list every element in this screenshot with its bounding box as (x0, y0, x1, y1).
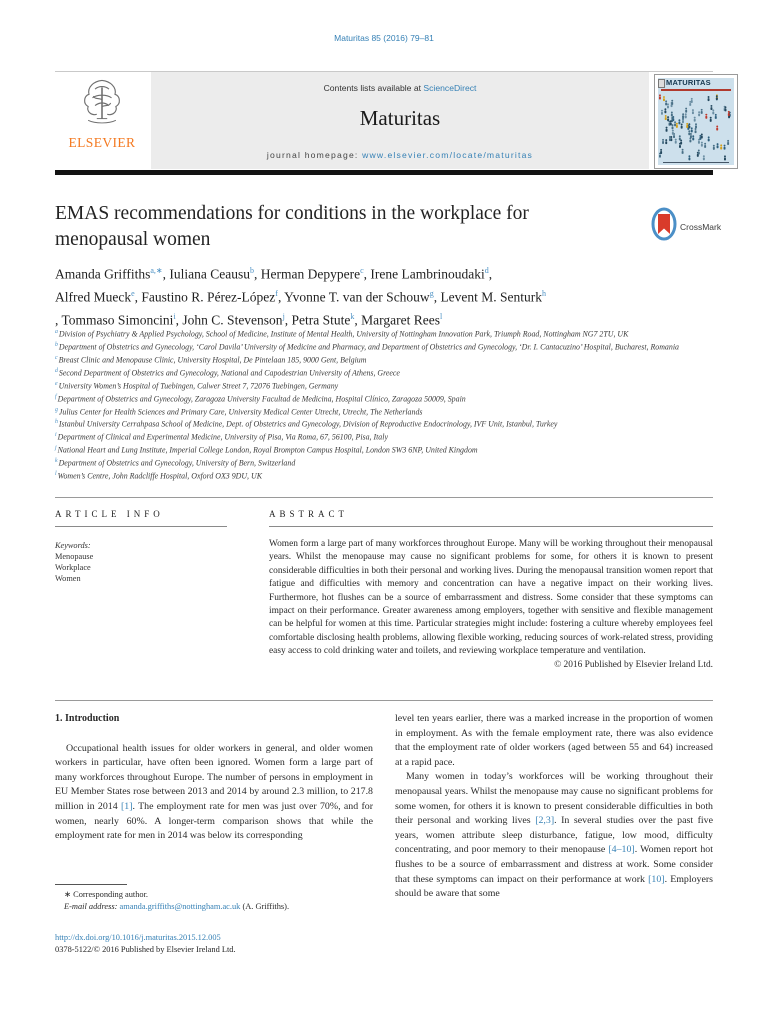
doi-link[interactable]: http://dx.doi.org/10.1016/j.maturitas.2015.12.005 (55, 933, 221, 942)
affiliation-item: $^d$Second Department of Obstetrics and Gynecology, National and Capodestrian University of Athens, Greece (55, 367, 400, 378)
cover-subtitle-rule (661, 89, 731, 91)
section-heading-introduction: 1. Introduction (55, 713, 120, 724)
cover-journal-title: MATURITAS (666, 78, 711, 87)
body-column-right (395, 712, 713, 902)
article-footer (55, 932, 385, 955)
crossmark-badge[interactable] (651, 207, 721, 246)
intro-paragraph-right-2: Many women in today’s workforces will be working throughout their menopausal years. Whilst the menopause may cause no significant problems for some women, for others it is known to present considerable difficulties in both their personal and working lives [2,3]. In several studies over the past five years, women attribute sleep disturbance, fatigue, low mood, difficulty concentrating, and poor memory to their menopause [4–10]. Women report hot flushes to be a source of embarrassment and distress at work. Some consider that these symptoms can impact on their performance at work [10]. Employers should be aware that some (395, 771, 713, 900)
article-title: EMAS recommendations for conditions in the workplace for menopausal women (55, 203, 529, 250)
abstract-column (252, 509, 713, 670)
affiliation-item: $^h$Istanbul University Cerrahpasa School of Medicine, Dept. of Obstetrics and Gynecology, Division of Reproductive Endocrinology, IVF Unit, Istanbul, Turkey (55, 419, 558, 430)
affiliation-superscript: b (55, 341, 58, 348)
affiliation-superscript: l (55, 471, 57, 478)
keywords-label: Keywords: (55, 541, 91, 550)
keywords-block (55, 540, 252, 584)
affiliation-superscript: g (55, 406, 58, 413)
affiliation-item: $^k$Department of Obstetrics and Gynecology, University of Bern, Switzerland (55, 458, 296, 468)
affiliation-list (55, 327, 700, 482)
homepage-line: journal homepage: www.elsevier.com/locate/maturitas (266, 150, 534, 160)
affiliation-superscript: d (55, 367, 58, 374)
cover-elsevier-mini-logo (658, 79, 665, 88)
intro-paragraph-left: Occupational health issues for older workers in general, and older women workers in particular, have often been ignored. Women form a large part of many workforces throughout Europe. The number of persons in employment in EU Member States rose between 2013 and 2014 by around 2.3 million, to 217.8 million in 2014 [1]. The employment rate for men was just over 70%, and for women, nearly 60%. A longer-term comparison shows that while the employment rate for men in 2014 was below its corresponding (55, 742, 373, 842)
affiliation-item: $^j$National Heart and Lung Institute, Imperial College London, Royal Brompton Campus Hospital, London SW3 6NP, United Kingdom (55, 445, 478, 455)
affiliation-superscript: a (55, 329, 58, 335)
reference-link[interactable]: [2,3] (535, 815, 555, 827)
reference-link[interactable]: [4–10] (608, 844, 635, 856)
reference-link[interactable]: [1] (120, 800, 133, 812)
affiliation-item: $^a$Division of Psychiatry & Applied Psychology, School of Medicine, Institute of Mental Health, University of Nottingham Innovation Park, Triumph Road, Nottingham NG7 2TU, UK (55, 329, 629, 339)
author-affiliation-superscript: k (350, 312, 355, 321)
journal-title: Maturitas (359, 106, 441, 130)
elsevier-wordmark: ELSEVIER (68, 135, 136, 150)
author-affiliation-superscript: d (484, 266, 489, 275)
affiliation-superscript: c (55, 354, 58, 361)
elsevier-logo[interactable] (55, 72, 149, 169)
intro-paragraph-right-1: level ten years earlier, there was a marked increase in the proportion of women in employment. As with the female employment rate, there was also evidence that the employment rate of older workers (aged between 55 and 64) increased at a rapid pace. (395, 713, 713, 768)
cover-scatter-figures (658, 92, 734, 165)
author-line: Amanda Griffiths$^{a,∗}$, Iuliana Ceausu$^b$, Herman Depypere$^c$, Irene Lambrinoudaki$^d$, (55, 266, 493, 282)
journal-cover-art (658, 78, 734, 165)
affiliation-item: $^l$Women’s Centre, John Radcliffe Hospital, Oxford OX3 9DU, UK (55, 471, 262, 481)
body-top-rule (55, 700, 713, 701)
author-affiliation-superscript: i (173, 312, 176, 321)
footnote-rule (55, 884, 127, 885)
author-list (55, 261, 700, 330)
reference-link[interactable]: amanda.griffiths@nottingham.ac.uk (119, 901, 241, 911)
author-affiliation-superscript: l (440, 312, 443, 321)
elsevier-tree-icon (76, 77, 128, 134)
corresponding-author-note: ∗ Corresponding author. (64, 890, 149, 899)
affiliation-item: $^b$Department of Obstetrics and Gynecology, ‘Carol Davila’ University of Medicine and Pharmacy, and Department of Obstetrics and Gynecology, ‘Dr. I. Cantacuzino’ Hospital, Bucharest, Romania (55, 341, 679, 352)
abstract-text: Women form a large part of many workforces throughout Europe. Many will be working throughout their menopausal years. Whilst the menopause may cause no significant problems for some, for others it is known to present considerable difficulties in both their personal and working lives. During the menopausal transition women report that fatigue and difficulties with memory and concentration can have a negative impact on their working lives. Furthermore, hot flushes can be a source of embarrassment and distress. Some consider that these symptoms can impact on their performance. Greater awareness among employers, together with sensitive and flexible management can be helpful for women at this time. Particular strategies might include: fostering a culture whereby employees feel comfortable disclosing health problems, allowing flexible working, reducing sources of work-related stress, providing easy access to cold drinking water and toilets, and reviewing workplace temperature and ventilation. (269, 539, 713, 657)
author-affiliation-superscript: f (275, 289, 278, 298)
author-affiliation-superscript: j (282, 312, 285, 321)
cover-footer-rule (663, 162, 730, 163)
contents-line: Contents lists available at ScienceDirect (323, 83, 477, 93)
keyword-item: Workplace (55, 563, 91, 572)
affiliation-item: $^i$Department of Clinical and Experimental Medicine, University of Pisa, Via Roma, 67, 56100, Pisa, Italy (55, 432, 388, 442)
header-divider-bar (55, 170, 713, 175)
copyright-line: © 2016 Published by Elsevier Ireland Ltd. (554, 659, 713, 670)
author-affiliation-superscript: b (249, 266, 254, 275)
author-affiliation-superscript: c (360, 266, 364, 275)
email-line: E-mail address: amanda.griffiths@nottingham.ac.uk (A. Griffiths). (64, 901, 290, 911)
crossmark-icon (651, 207, 677, 246)
footnote-block (55, 884, 373, 912)
italic-label: E-mail address: (64, 901, 120, 911)
journal-citation: Maturitas 85 (2016) 79–81 (334, 33, 434, 43)
crossmark-label: CrossMark (680, 221, 722, 232)
journal-header (55, 71, 713, 169)
affiliation-superscript: e (55, 380, 58, 387)
affiliation-item: $^e$University Women’s Hospital of Tuebingen, Calwer Street 7, 72076 Tuebingen, Germany (55, 380, 339, 391)
journal-cover-thumbnail[interactable] (654, 74, 738, 169)
abstract-header: ABSTRACT (269, 509, 349, 519)
author-line: , Tommaso Simoncini$^i$, John C. Stevenson$^j$, Petra Stute$^k$, Margaret Rees$^l$ (55, 312, 443, 328)
keywords-list (55, 551, 252, 584)
author-affiliation-superscript: a,∗ (150, 266, 163, 275)
abstract-rule (269, 526, 713, 527)
author-affiliation-superscript: g (429, 289, 434, 298)
affiliation-superscript: h (55, 419, 58, 426)
journal-homepage-link[interactable]: www.elsevier.com/locate/maturitas (362, 150, 534, 160)
affiliation-item: $^f$Department of Obstetrics and Gynecology, Zaragoza University Facultad de Medicina, Hospital Clínico, Zaragoza 50009, Spain (55, 393, 466, 404)
author-affiliation-superscript: h (542, 289, 547, 298)
sciencedirect-link[interactable]: ScienceDirect (423, 83, 477, 93)
author-affiliation-superscript: e (131, 289, 135, 298)
issn-copyright-line: 0378-5122/© 2016 Published by Elsevier Ireland Ltd. (55, 944, 236, 954)
affiliation-item: $^c$Breast Clinic and Menopause Clinic, University Hospital, De Pintelaan 185, 9000 Gent, Belgium (55, 354, 367, 365)
body-columns (55, 712, 713, 902)
affiliation-item: $^g$Julius Center for Health Sciences and Primary Care, University Medical Center Utrecht, Utrecht, The Netherlands (55, 406, 423, 417)
article-info-rule (55, 526, 227, 527)
keyword-item: Menopause (55, 552, 94, 561)
article-info-header: ARTICLE INFO (55, 509, 164, 519)
article-info-abstract-block (55, 509, 713, 670)
affiliation-superscript: k (55, 458, 58, 465)
affiliation-superscript: f (55, 393, 57, 400)
affiliation-superscript: i (55, 432, 57, 439)
article-info-column (55, 509, 252, 670)
author-line: Alfred Mueck$^e$, Faustino R. Pérez-López$^f$, Yvonne T. van der Schouw$^g$, Levent M. Senturk$^h$ (55, 289, 547, 305)
affiliation-superscript: j (55, 445, 57, 452)
reference-link[interactable]: [10] (648, 873, 665, 885)
journal-banner (151, 72, 649, 169)
body-column-left (55, 712, 373, 902)
info-section-top-rule (55, 497, 713, 498)
keyword-item: Women (55, 574, 81, 583)
